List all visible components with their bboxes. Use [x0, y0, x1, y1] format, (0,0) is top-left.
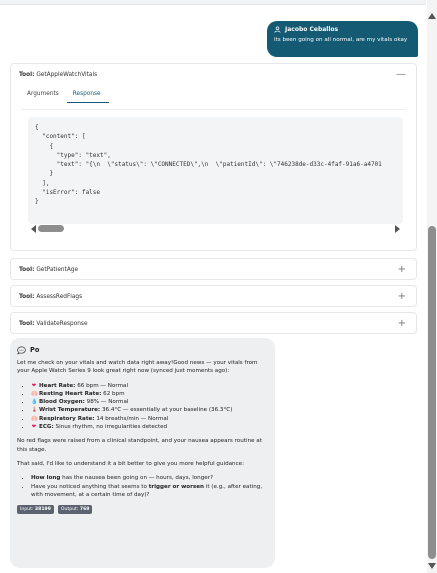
thermometer-icon: 🌡: [31, 407, 38, 414]
questions-list: [17, 474, 268, 499]
tool-header[interactable]: [11, 259, 416, 281]
chat-bubble-icon: [17, 346, 26, 355]
tool-panel-validate-response[interactable]: [10, 312, 417, 334]
vital-item: • 🫁Resting Heart Rate: 62 bpm: [31, 390, 268, 398]
horizontal-scrollbar[interactable]: [28, 224, 403, 234]
tool-panel-assess-red-flags[interactable]: [10, 285, 417, 307]
tool-panel-get-patient-age[interactable]: [10, 258, 417, 280]
output-token-badge: Output: 769: [58, 505, 93, 514]
response-code: { "content": [ { "type": "text", "text": "{\n \"status\": \"CONNECTED\",\n \"patientId\": \"746238de-d33c-4faf-91a6-a4701 } ], "isError": false }: [35, 124, 382, 206]
assistant-name-row: [17, 346, 268, 355]
tab-response[interactable]: Response: [67, 91, 109, 103]
tool-title: Tool: GetPatientAge: [19, 267, 79, 273]
assistant-message-bubble: [10, 338, 275, 568]
scroll-right-icon[interactable]: [395, 225, 400, 233]
tool-tabs: [21, 91, 109, 103]
vertical-scrollbar[interactable]: [427, 0, 437, 573]
user-icon: [274, 26, 281, 33]
assistant-note: No red flags were raised from a clinical standpoint, and your nausea appears routine at this stage.: [17, 438, 262, 453]
scroll-left-icon[interactable]: [31, 225, 36, 233]
vertical-scroll-thumb[interactable]: [428, 226, 436, 559]
vital-item: • ❤ Heart Rate: 66 bpm — Normal: [31, 382, 268, 390]
assistant-intro: Let me check on your vitals and watch data right away!Good news — your vitals from your Apple Watch Series 9 look great right now (synced just moments ago):: [17, 360, 258, 375]
heart-icon: ❤: [31, 424, 37, 431]
lungs-icon: 🫁: [31, 390, 38, 397]
top-strip: [0, 0, 426, 5]
expand-icon[interactable]: +: [397, 264, 406, 275]
tool-panel-get-apple-watch-vitals: [10, 63, 417, 251]
tool-title: Tool: AssessRedFlags: [19, 294, 83, 300]
tool-header[interactable]: [11, 286, 416, 308]
scroll-down-icon[interactable]: [428, 563, 436, 569]
input-token-badge: Input: 38199: [17, 505, 54, 514]
user-name-row: [274, 26, 411, 33]
assistant-followup: That said, I'd like to understand it a bit better to give you more helpful guidance:: [17, 460, 245, 467]
vital-item: • 🫁Respiratory Rate: 14 breaths/min — Normal: [31, 415, 268, 423]
assistant-name: Po: [30, 346, 40, 355]
question-item: • How long has the nausea been going on — hours, days, longer?: [31, 474, 268, 482]
vitals-list: [17, 382, 268, 432]
tool-title: Tool: GetAppleWatchVitals: [19, 72, 98, 78]
vital-item: • ❤ ECG: Sinus rhythm, no irregularities detected: [31, 423, 268, 431]
tool-title: Tool: ValidateResponse: [19, 321, 88, 327]
collapse-icon[interactable]: —: [396, 69, 406, 80]
tool-header[interactable]: [11, 64, 416, 86]
expand-icon[interactable]: +: [397, 291, 406, 302]
tab-arguments[interactable]: Arguments: [27, 91, 59, 97]
user-message-text: its been going on all normal, are my vitals okay: [274, 37, 408, 43]
drop-icon: 💧: [31, 399, 38, 406]
user-name: Jacobo Ceballos: [285, 26, 339, 33]
vital-item: • 💧Blood Oxygen: 98% — Normal: [31, 398, 268, 406]
response-code-block: [28, 117, 403, 224]
horizontal-scroll-thumb[interactable]: [38, 225, 64, 232]
heart-icon: ❤: [31, 382, 37, 389]
lungs-icon: 🫁: [31, 415, 38, 422]
question-item: • Have you noticed anything that seems to trigger or worsen it (e.g., after eating, with movement, at a certain time of day)?: [31, 483, 268, 500]
token-usage: [17, 505, 268, 514]
scroll-up-icon[interactable]: [428, 13, 436, 19]
vital-item: • 🌡Wrist Temperature: 36.4°C — essentially at your baseline (36.3°C): [31, 406, 268, 414]
expand-icon[interactable]: +: [397, 318, 406, 329]
tool-header[interactable]: [11, 313, 416, 335]
tabs-divider: [21, 109, 406, 110]
user-message-bubble: [267, 21, 418, 57]
